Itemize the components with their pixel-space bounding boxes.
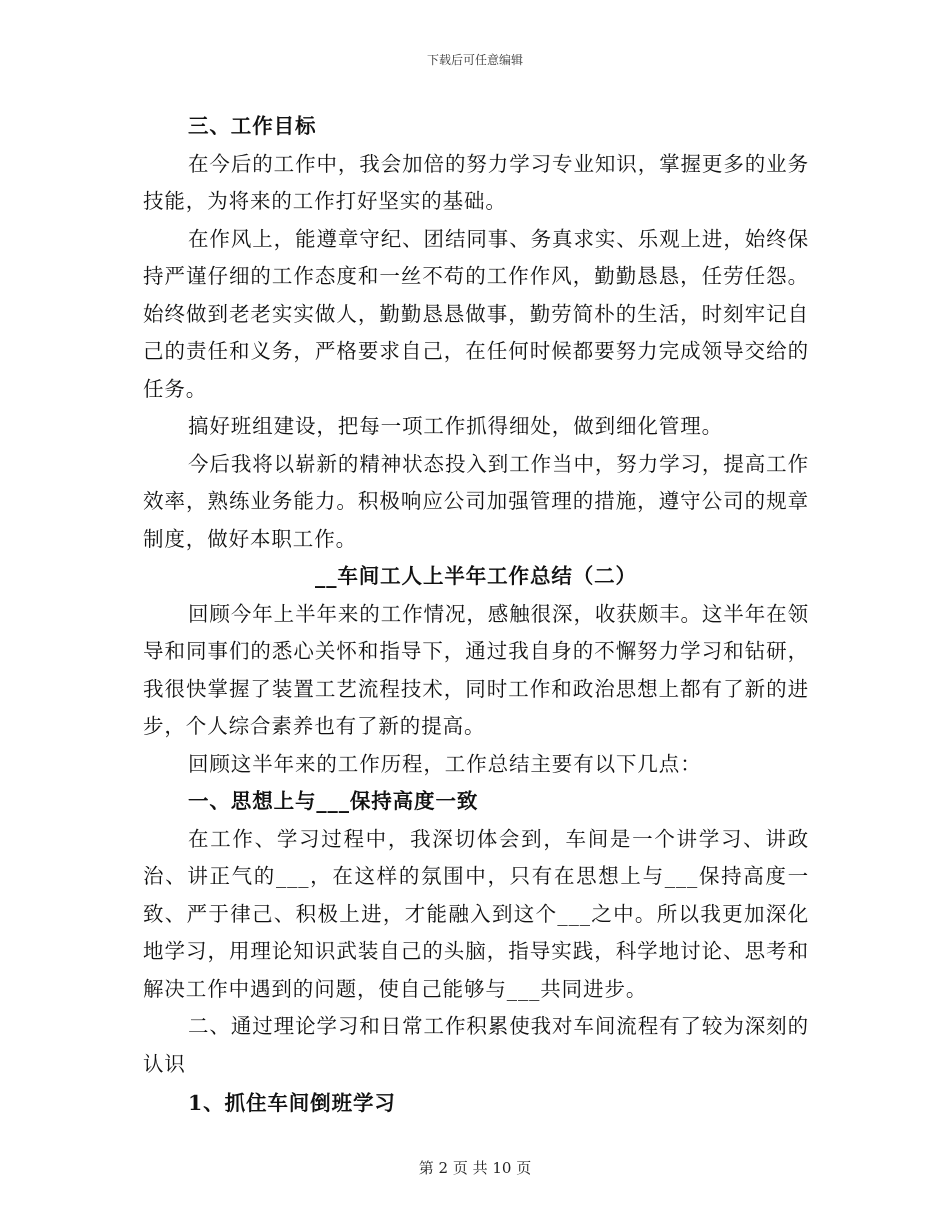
section-title-work-goals: 三、工作目标 xyxy=(188,114,317,138)
paragraph: 回顾这半年来的工作历程，工作总结主要有以下几点： xyxy=(188,751,702,776)
paragraph: 回顾今年上半年来的工作情况，感触很深，收获颇丰。这半年在领导和同事们的悉心关怀和指导下，通过我自身的不懈努力学习和钻研，我很快掌握了装置工艺流程技术，同时工作和政治思想上都有了新的进步，个人综合素养也有了新的提高。 xyxy=(143,601,809,738)
subpoint-title-shift-learning: 1、抓住车间倒班学习 xyxy=(188,1091,396,1115)
paragraph: 在今后的工作中，我会加倍的努力学习专业知识，掌握更多的业务技能，为将来的工作打好坚实的基础。 xyxy=(143,151,809,213)
point-title-theory-learning: 二、通过理论学习和日常工作积累使我对车间流程有了较为深刻的认识 xyxy=(143,1014,809,1076)
paragraph: 搞好班组建设，把每一项工作抓得细处，做到细化管理。 xyxy=(188,414,723,438)
page-number-footer: 第 2 页 共 10 页 xyxy=(418,1159,532,1177)
document-body xyxy=(143,108,809,1123)
point-title-ideology: 一、思想上与___保持高度一致 xyxy=(188,789,479,813)
paragraph: 在作风上，能遵章守纪、团结同事、务真求实、乐观上进，始终保持严谨仔细的工作态度和一丝不苟的工作作风，勤勤恳恳，任劳任怨。始终做到老老实实做人，勤勤恳恳做事，勤劳简朴的生活，时刻牢记自己的责任和义务，严格要求自己，在任何时候都要努力完成领导交给的任务。 xyxy=(143,226,809,401)
page-header-note: 下载后可任意编辑 xyxy=(426,53,523,67)
paragraph: 今后我将以崭新的精神状态投入到工作当中，努力学习，提高工作效率，熟练业务能力。积极响应公司加强管理的措施，遵守公司的规章制度，做好本职工作。 xyxy=(143,451,809,551)
article-title: __车间工人上半年工作总结（二） xyxy=(315,564,637,588)
paragraph: 在工作、学习过程中，我深切体会到，车间是一个讲学习、讲政治、讲正气的___，在这样的氛围中，只有在思想上与___保持高度一致、严于律己、积极上进，才能融入到这个___之中。所以我更加深化地学习，用理论知识武装自己的头脑，指导实践，科学地讨论、思考和解决工作中遇到的问题，使自己能够与___共同进步。 xyxy=(143,826,809,1001)
